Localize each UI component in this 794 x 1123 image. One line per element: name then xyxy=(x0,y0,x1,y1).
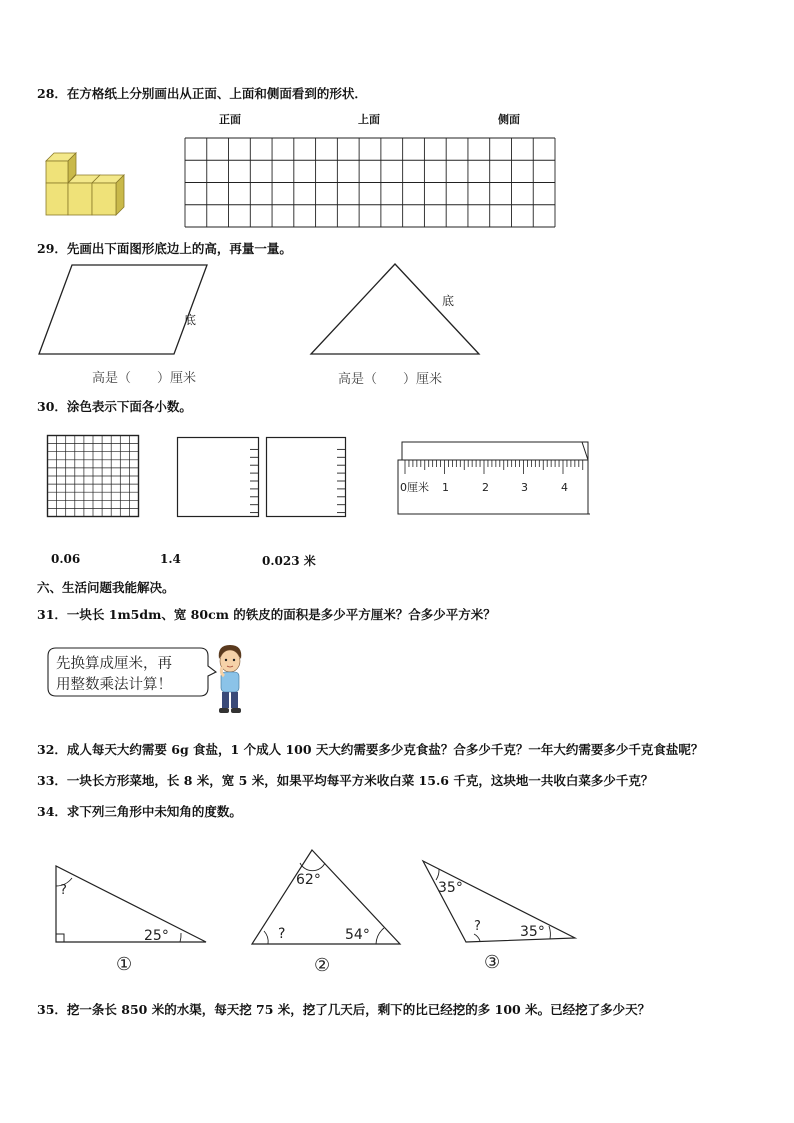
question-31: 31．一块长 1m5dm、宽 80cm 的铁皮的面积是多少平方厘米？合多少平方米？ xyxy=(37,607,496,622)
parallelogram-base-label: 底 xyxy=(184,313,197,327)
q28-grid-paper xyxy=(184,137,556,228)
tri1-angle-top: ? xyxy=(60,883,67,898)
section-six-heading: 六、生活问题我能解决。 xyxy=(37,580,175,595)
question-29: 29．先画出下面图形底边上的高，再量一量。 xyxy=(37,241,292,256)
square-figure-1 xyxy=(177,437,259,517)
tri3-angle-left: 35° xyxy=(438,880,463,896)
speech-bubble xyxy=(46,646,216,698)
triangle-3-figure xyxy=(420,858,580,974)
tri1-number: ① xyxy=(116,954,133,975)
tri2-angle-left: ? xyxy=(278,926,286,942)
question-34: 34．求下列三角形中未知角的度数。 xyxy=(37,804,242,819)
view-label-front: 正面 xyxy=(219,113,241,126)
hundred-grid-figure xyxy=(47,435,139,517)
tri3-angle-right: 35° xyxy=(520,924,545,940)
question-28: 28．在方格纸上分别画出从正面、上面和侧面看到的形状． xyxy=(37,86,367,101)
ruler-tick-3: 3 xyxy=(521,481,528,494)
question-32: 32．成人每天大约需要 6g 食盐，1 个成人 100 天大约需要多少克食盐？合多少千克？一年大约需要多少千克食盐呢？ xyxy=(37,742,704,757)
triangle-2-figure xyxy=(248,848,408,974)
tri2-angle-right: 54° xyxy=(345,927,370,943)
triangle-base-label: 底 xyxy=(442,294,455,308)
decimal-value-2: 1.4 xyxy=(160,552,181,566)
ruler-tick-2: 2 xyxy=(482,481,489,494)
parallelogram-figure xyxy=(36,262,216,386)
cube-stack-figure xyxy=(44,152,136,218)
question-33: 33．一块长方形菜地，长 8 米，宽 5 米，如果平均每平方米收白菜 15.6 千克，这块地一共收白菜多少千克？ xyxy=(37,773,654,788)
parallelogram-height-answer: 高是（ ）厘米 xyxy=(92,371,197,386)
tri3-angle-bottom: ? xyxy=(474,919,481,934)
question-35: 35．挖一条长 850 米的水渠，每天挖 75 米，挖了几天后，剩下的比已经挖的多 100 米。已经挖了多少天？ xyxy=(37,1002,651,1017)
bubble-text-line-2: 用整数乘法计算！ xyxy=(56,677,172,693)
decimal-value-1: 0.06 xyxy=(51,552,81,566)
view-label-top: 上面 xyxy=(358,113,380,126)
question-30: 30．涂色表示下面各小数。 xyxy=(37,399,192,414)
bubble-text-line-1: 先换算成厘米，再 xyxy=(56,656,172,672)
ruler-tick-4: 4 xyxy=(561,481,568,494)
tri2-number: ② xyxy=(314,955,331,976)
view-label-side: 侧面 xyxy=(498,113,520,126)
decimal-value-3: 0.023 米 xyxy=(262,554,316,568)
square-figure-2 xyxy=(266,437,346,517)
ruler-unit-label: 0厘米 xyxy=(400,481,429,494)
right-triangle-figure xyxy=(50,862,220,974)
boy-thinking-icon xyxy=(212,643,248,719)
tri2-angle-top: 62° xyxy=(296,872,321,888)
ruler-figure xyxy=(396,440,592,516)
triangle-height-answer: 高是（ ）厘米 xyxy=(338,372,443,387)
tri1-angle-right: 25° xyxy=(144,928,169,944)
tri3-number: ③ xyxy=(484,952,501,973)
triangle-figure xyxy=(308,262,488,387)
ruler-tick-1: 1 xyxy=(442,481,449,494)
